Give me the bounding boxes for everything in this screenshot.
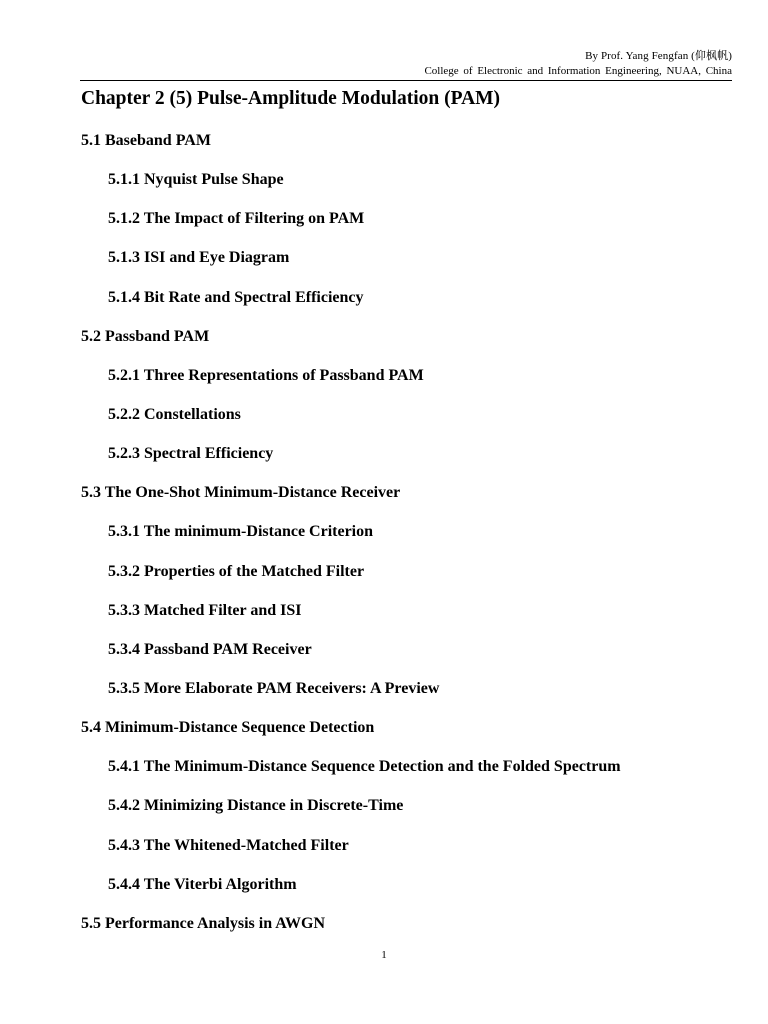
subsection-heading: 5.2.3 Spectral Efficiency: [108, 445, 274, 463]
subsection-heading: 5.3.2 Properties of the Matched Filter: [108, 562, 365, 580]
subsection-heading: 5.4.1 The Minimum-Distance Sequence Detection and the Folded Spectrum: [108, 758, 621, 776]
section-heading: 5.4 Minimum-Distance Sequence Detection: [81, 719, 375, 737]
section-heading: 5.5 Performance Analysis in AWGN: [81, 914, 325, 932]
subsection-heading: 5.3.4 Passband PAM Receiver: [108, 640, 312, 658]
subsection-heading: 5.1.1 Nyquist Pulse Shape: [108, 171, 284, 189]
page-number: 1: [381, 949, 387, 961]
subsection-heading: 5.4.3 The Whitened-Matched Filter: [108, 836, 349, 854]
affiliation-line: College of Electronic and Information Engineering, NUAA, China: [424, 65, 732, 77]
page-header: [424, 49, 732, 79]
subsection-heading: 5.3.3 Matched Filter and ISI: [108, 601, 302, 619]
subsection-heading: 5.2.1 Three Representations of Passband PAM: [108, 366, 424, 384]
table-of-contents: [0, 131, 768, 953]
header-divider: [80, 80, 732, 81]
subsection-heading: 5.3.5 More Elaborate PAM Receivers: A Preview: [108, 679, 440, 697]
subsection-heading: 5.1.3 ISI and Eye Diagram: [108, 249, 290, 267]
chapter-title: Chapter 2 (5) Pulse-Amplitude Modulation (PAM): [81, 88, 501, 109]
subsection-heading: 5.1.4 Bit Rate and Spectral Efficiency: [108, 288, 364, 306]
subsection-heading: 5.3.1 The minimum-Distance Criterion: [108, 523, 374, 541]
subsection-heading: 5.1.2 The Impact of Filtering on PAM: [108, 210, 365, 228]
subsection-heading: 5.2.2 Constellations: [108, 405, 241, 423]
section-heading: 5.2 Passband PAM: [81, 327, 210, 345]
section-heading: 5.3 The One-Shot Minimum-Distance Receiver: [81, 484, 401, 502]
author-line: By Prof. Yang Fengfan (仰枫帆): [585, 50, 732, 62]
subsection-heading: 5.4.2 Minimizing Distance in Discrete-Time: [108, 797, 404, 815]
subsection-heading: 5.4.4 The Viterbi Algorithm: [108, 875, 297, 893]
section-heading: 5.1 Baseband PAM: [81, 132, 211, 149]
